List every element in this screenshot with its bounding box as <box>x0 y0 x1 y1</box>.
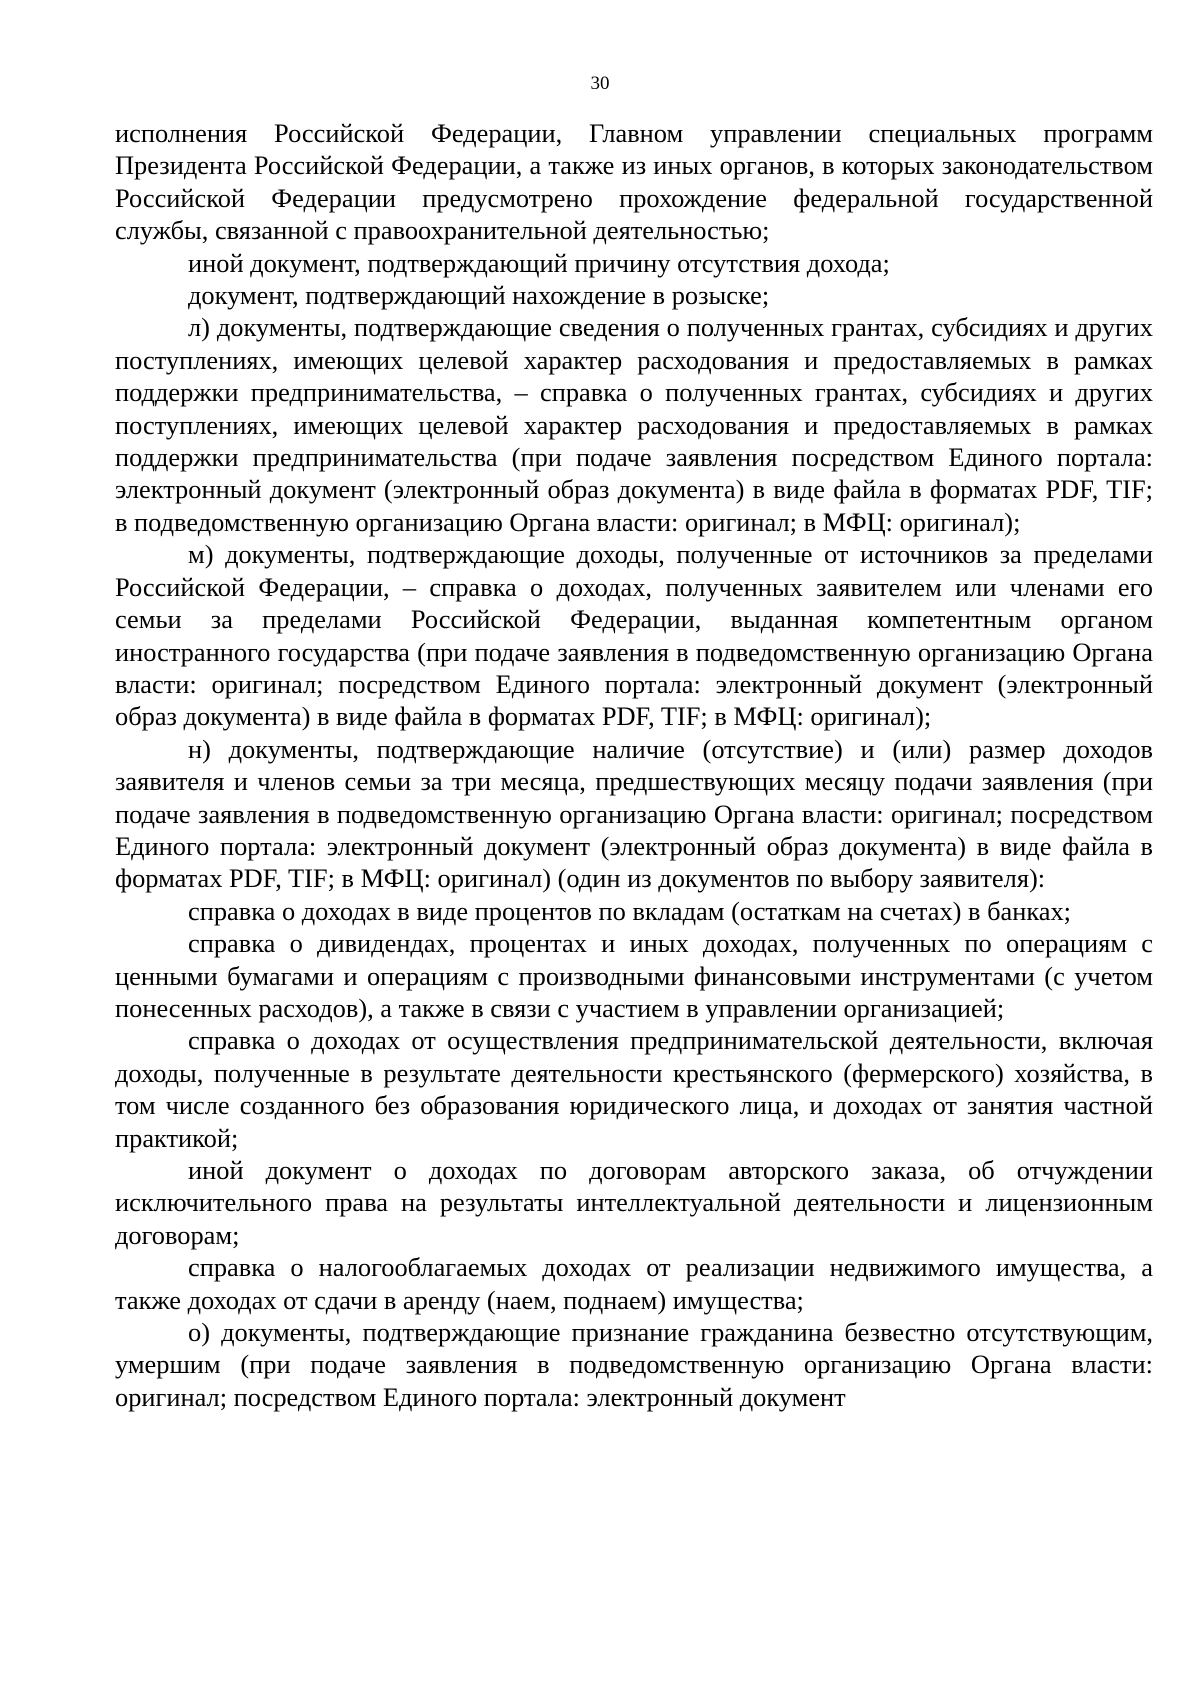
paragraph: н) документы, подтверждающие наличие (отсутствие) и (или) размер доходов заявителя и членов семьи за три месяца, предшествующих месяцу подачи заявления (при подаче заявления в подведомственную организацию Органа власти: оригинал; посредством Единого портала: электронный документ (электронный образ документа) в виде файла в форматах PDF, TIF; в МФЦ: оригинал) (один из документов по выбору заявителя): <box>115 733 1153 894</box>
paragraph: справка о дивидендах, процентах и иных доходах, полученных по операциям с ценными бумагами и операциям с производными финансовыми инструментами (с учетом понесенных расходов), а также в связи с участием в управлении организацией; <box>115 928 1153 1023</box>
paragraph: документ, подтверждающий нахождение в розыске; <box>188 280 770 311</box>
paragraph: иной документ, подтверждающий причину отсутствия дохода; <box>188 247 890 278</box>
page-number: 30 <box>590 73 610 94</box>
paragraph: справка о налогооблагаемых доходах от реализации недвижимого имущества, а также доходах от сдачи в аренду (наем, поднаем) имущества; <box>115 1252 1153 1315</box>
paragraph: л) документы, подтверждающие сведения о полученных грантах, субсидиях и других поступлениях, имеющих целевой характер расходования и предоставляемых в рамках поддержки предпринимательства, – справка о полученных грантах, субсидиях и других поступлениях, имеющих целевой характер расходования и предоставляемых в рамках поддержки предпринимательства (при подаче заявления посредством Единого портала: электронный документ (электронный образ документа) в виде файла в форматах PDF, TIF; в подведомственную организацию Органа власти: оригинал; в МФЦ: оригинал); <box>115 312 1153 537</box>
paragraph: иной документ о доходах по договорам авторского заказа, об отчуждении исключительного права на результаты интеллектуальной деятельности и лицензионным договорам; <box>115 1155 1153 1250</box>
paragraph: справка о доходах в виде процентов по вкладам (остаткам на счетах) в банках; <box>188 895 1072 926</box>
paragraph: справка о доходах от осуществления предпринимательской деятельности, включая доходы, полученные в результате деятельности крестьянского (фермерского) хозяйства, в том числе созданного без образования юридического лица, и доходах от занятия частной практикой; <box>115 1025 1153 1153</box>
paragraph: исполнения Российской Федерации, Главном управлении специальных программ Президента Российской Федерации, а также из иных органов, в которых законодательством Российской Федерации предусмотрено прохождение федеральной государственной службы, связанной с правоохранительной деятельностью; <box>115 118 1153 246</box>
paragraph: м) документы, подтверждающие доходы, полученные от источников за пределами Российской Федерации, – справка о доходах, полученных заявителем или членами его семьи за пределами Российской Федерации, выданная компетентным органом иностранного государства (при подаче заявления в подведомственную организацию Органа власти: оригинал; посредством Единого портала: электронный документ (электронный образ документа) в виде файла в форматах PDF, TIF; в МФЦ: оригинал); <box>115 539 1153 732</box>
document-body <box>115 117 1153 1413</box>
paragraph: о) документы, подтверждающие признание гражданина безвестно отсутствующим, умершим (при подаче заявления в подведомственную организацию Органа власти: оригинал; посредством Единого портала: электронный документ <box>115 1317 1153 1412</box>
